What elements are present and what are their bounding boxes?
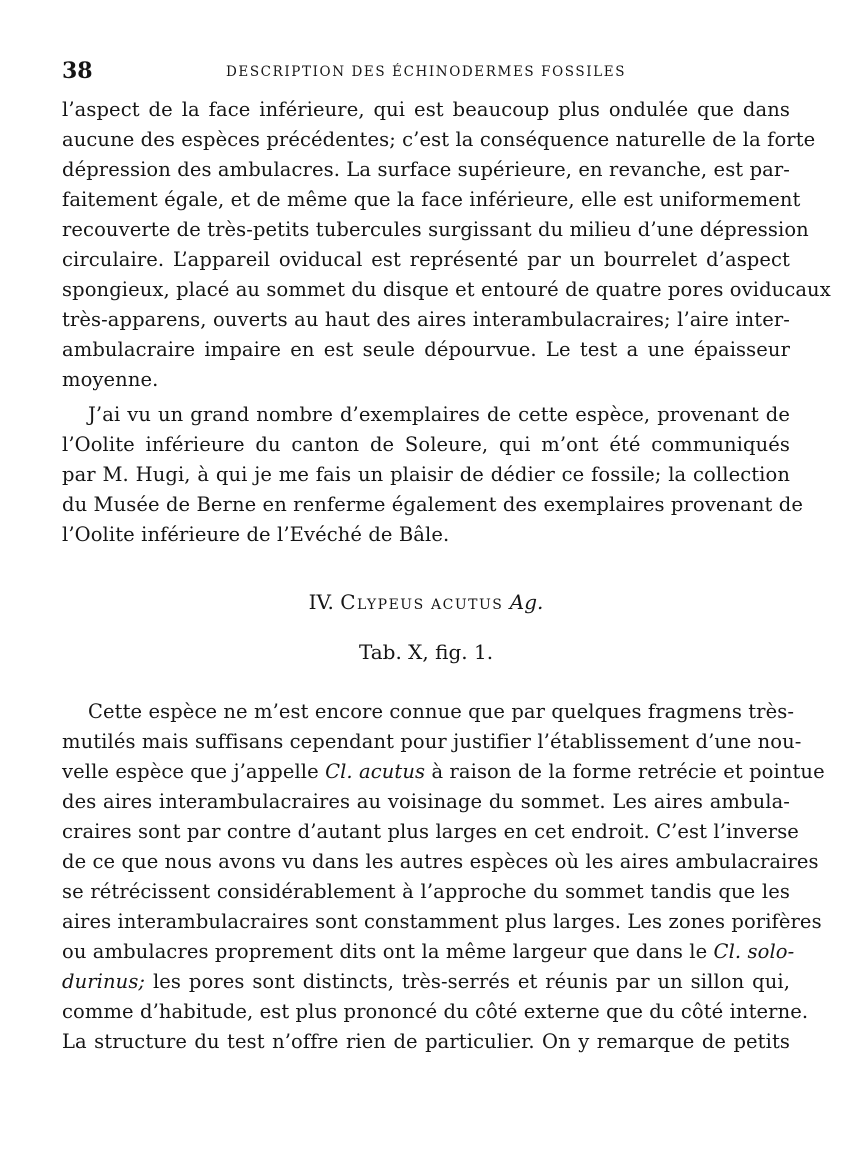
line-text: ou ambulacres proprement dits ont la même largeur que dans le	[62, 940, 714, 963]
plate-reference: Tab. X, fig. 1.	[358, 640, 494, 664]
body-line: comme d’habitude, est plus prononcé du côté externe que du côté interne.	[62, 1000, 809, 1023]
body-line: des aires interambulacraires au voisinage du sommet. Les aires ambula-	[62, 790, 790, 813]
body-line: l’aspect de la face inférieure, qui est beaucoup plus ondulée que dans	[62, 98, 790, 121]
line-text: velle espèce que j’appelle	[62, 760, 326, 783]
species-reference: Cl. solo-	[713, 940, 795, 963]
body-line: l’Oolite inférieure du canton de Soleure, qui m’ont été communiqués	[62, 433, 790, 456]
genus-name: Clypeus	[340, 590, 425, 614]
body-line: La structure du test n’offre rien de particulier. On y remarque de petits	[62, 1030, 790, 1053]
body-line	[62, 967, 790, 997]
body-line: J’ai vu un grand nombre d’exemplaires de cette espèce, provenant de	[88, 403, 790, 426]
body-line: l’Oolite inférieure de l’Evéché de Bâle.	[62, 523, 450, 546]
species-reference: durinus;	[62, 970, 146, 993]
body-line	[62, 937, 795, 967]
body-line: circulaire. L’appareil oviducal est représenté par un bourrelet d’aspect	[62, 248, 790, 271]
body-line: aires interambulacraires sont constamment plus larges. Les zones porifères	[62, 910, 822, 933]
body-line: aucune des espèces précédentes; c’est la conséquence naturelle de la forte	[62, 128, 816, 151]
body-line: dépression des ambulacres. La surface supérieure, en revanche, est par-	[62, 158, 790, 181]
species-name: acutus	[431, 590, 504, 614]
body-line: du Musée de Berne en renferme également des exemplaires provenant de	[62, 493, 803, 516]
body-line: se rétrécissent considérablement à l’approche du sommet tandis que les	[62, 880, 790, 903]
species-reference: Cl. acutus	[325, 760, 426, 783]
body-line: moyenne.	[62, 368, 159, 391]
species-heading	[62, 585, 790, 619]
body-line: mutilés mais suffisans cependant pour justifier l’établissement d’une nou-	[62, 730, 802, 753]
body-line: par M. Hugi, à qui je me fais un plaisir de dédier ce fossile; la collection	[62, 463, 790, 486]
body-line: spongieux, placé au sommet du disque et entouré de quatre pores oviducaux	[62, 278, 831, 301]
body-line: de ce que nous avons vu dans les autres espèces où les aires ambulacraires	[62, 850, 819, 873]
species-author: Ag.	[509, 590, 544, 614]
body-line: très-apparens, ouverts au haut des aires interambulacraires; l’aire inter-	[62, 308, 790, 331]
body-line	[62, 757, 825, 787]
line-text: les pores sont distincts, très-serrés et réunis par un sillon qui,	[145, 970, 790, 993]
body-line: faitement égale, et de même que la face inférieure, elle est uniformement	[62, 188, 801, 211]
body-line: ambulacraire impaire en est seule dépourvue. Le test a une épaisseur	[62, 338, 790, 361]
section-numeral: IV.	[308, 590, 334, 614]
body-line: recouverte de très-petits tubercules surgissant du milieu d’une dépression	[62, 218, 809, 241]
body-line: craires sont par contre d’autant plus larges en cet endroit. C’est l’inverse	[62, 820, 799, 843]
page-number: 38	[62, 58, 93, 84]
line-text: à raison de la forme retrécie et pointue	[425, 760, 825, 783]
body-line: Cette espèce ne m’est encore connue que par quelques fragmens très-	[88, 700, 795, 723]
page-header	[62, 58, 790, 86]
running-title: DESCRIPTION DES ÉCHINODERMES FOSSILES	[225, 64, 627, 80]
